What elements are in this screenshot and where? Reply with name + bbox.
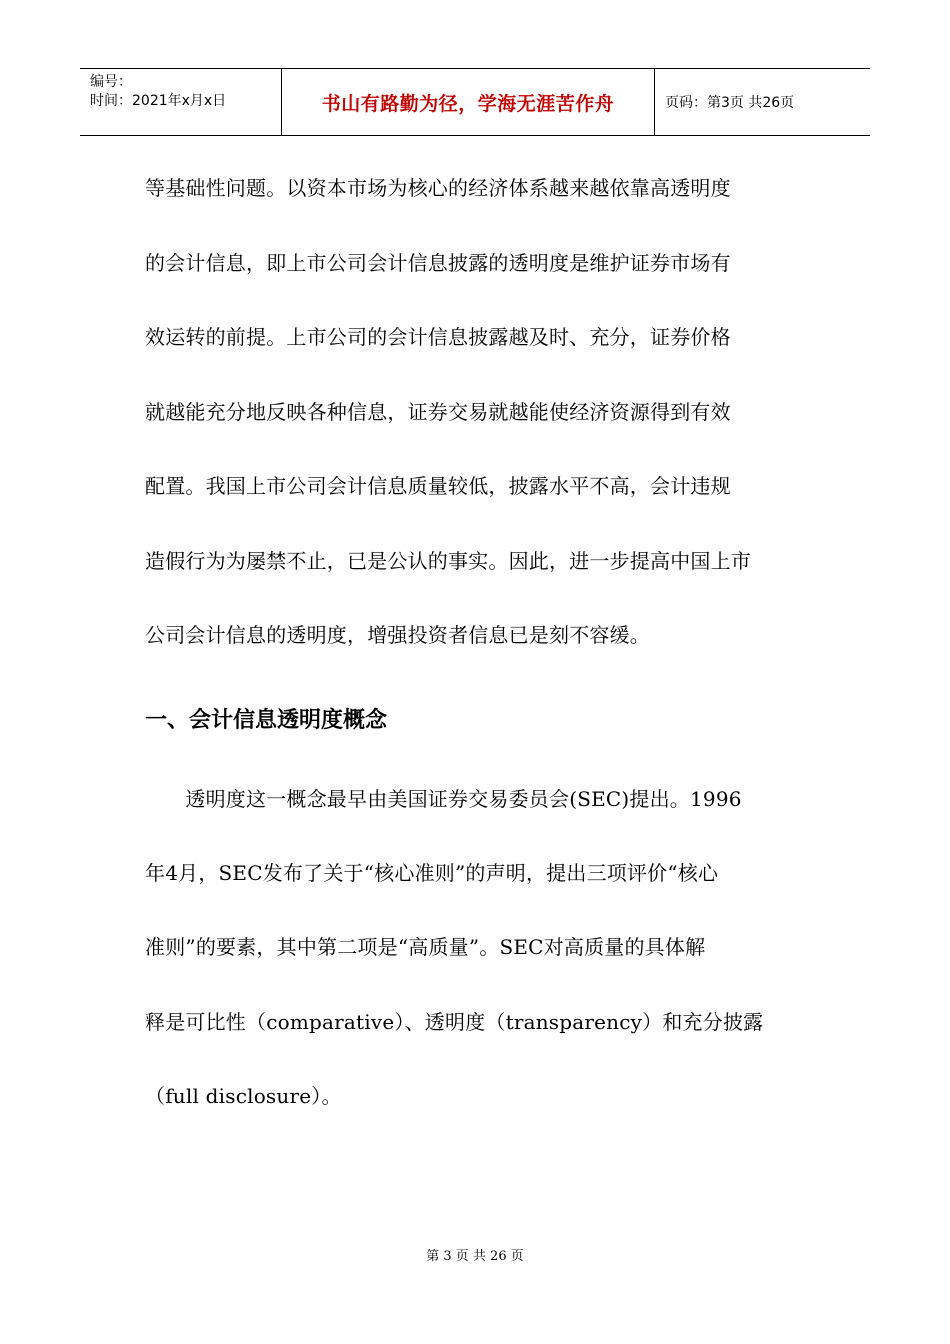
body-line: 配置。我国上市公司会计信息质量较低，披露水平不高，会计违规 [145, 474, 731, 498]
body-line: （full disclosure）。 [145, 1084, 342, 1108]
body-line: 的会计信息，即上市公司会计信息披露的透明度是维护证券市场有 [145, 251, 731, 275]
time-label: 时间：2021年x月x日 [90, 93, 227, 109]
body-line: 透明度这一概念最早由美国证券交易委员会(SEC)提出。1996 [145, 787, 742, 811]
header-page-label: 页码：第3页 共26页 [665, 95, 795, 111]
section-heading: 一、会计信息透明度概念 [145, 708, 388, 733]
body-line: 就越能充分地反映各种信息，证券交易就越能使经济资源得到有效 [145, 400, 731, 424]
page-footer: 第 3 页 共 26 页 [426, 1249, 524, 1264]
page-header [80, 68, 870, 136]
body-line: 等基础性问题。以资本市场为核心的经济体系越来越依靠高透明度 [145, 176, 731, 200]
body-line: 释是可比性（comparative）、透明度（transparency）和充分披露 [145, 1010, 764, 1034]
body-line: 准则”的要素，其中第二项是“高质量”。SEC对高质量的具体解 [145, 935, 706, 959]
body-line: 年4月，SEC发布了关于“核心准则”的声明，提出三项评价“核心 [145, 861, 719, 885]
body-line: 效运转的前提。上市公司的会计信息披露越及时、充分，证券价格 [145, 325, 731, 349]
header-meta-cell [80, 69, 282, 135]
body-line: 公司会计信息的透明度，增强投资者信息已是刻不容缓。 [145, 623, 650, 647]
header-motto: 书山有路勤为径，学海无涯苦作舟 [282, 69, 655, 135]
number-label: 编号： [90, 74, 132, 90]
body-line: 造假行为为屡禁不止，已是公认的事实。因此，进一步提高中国上市 [145, 549, 751, 573]
